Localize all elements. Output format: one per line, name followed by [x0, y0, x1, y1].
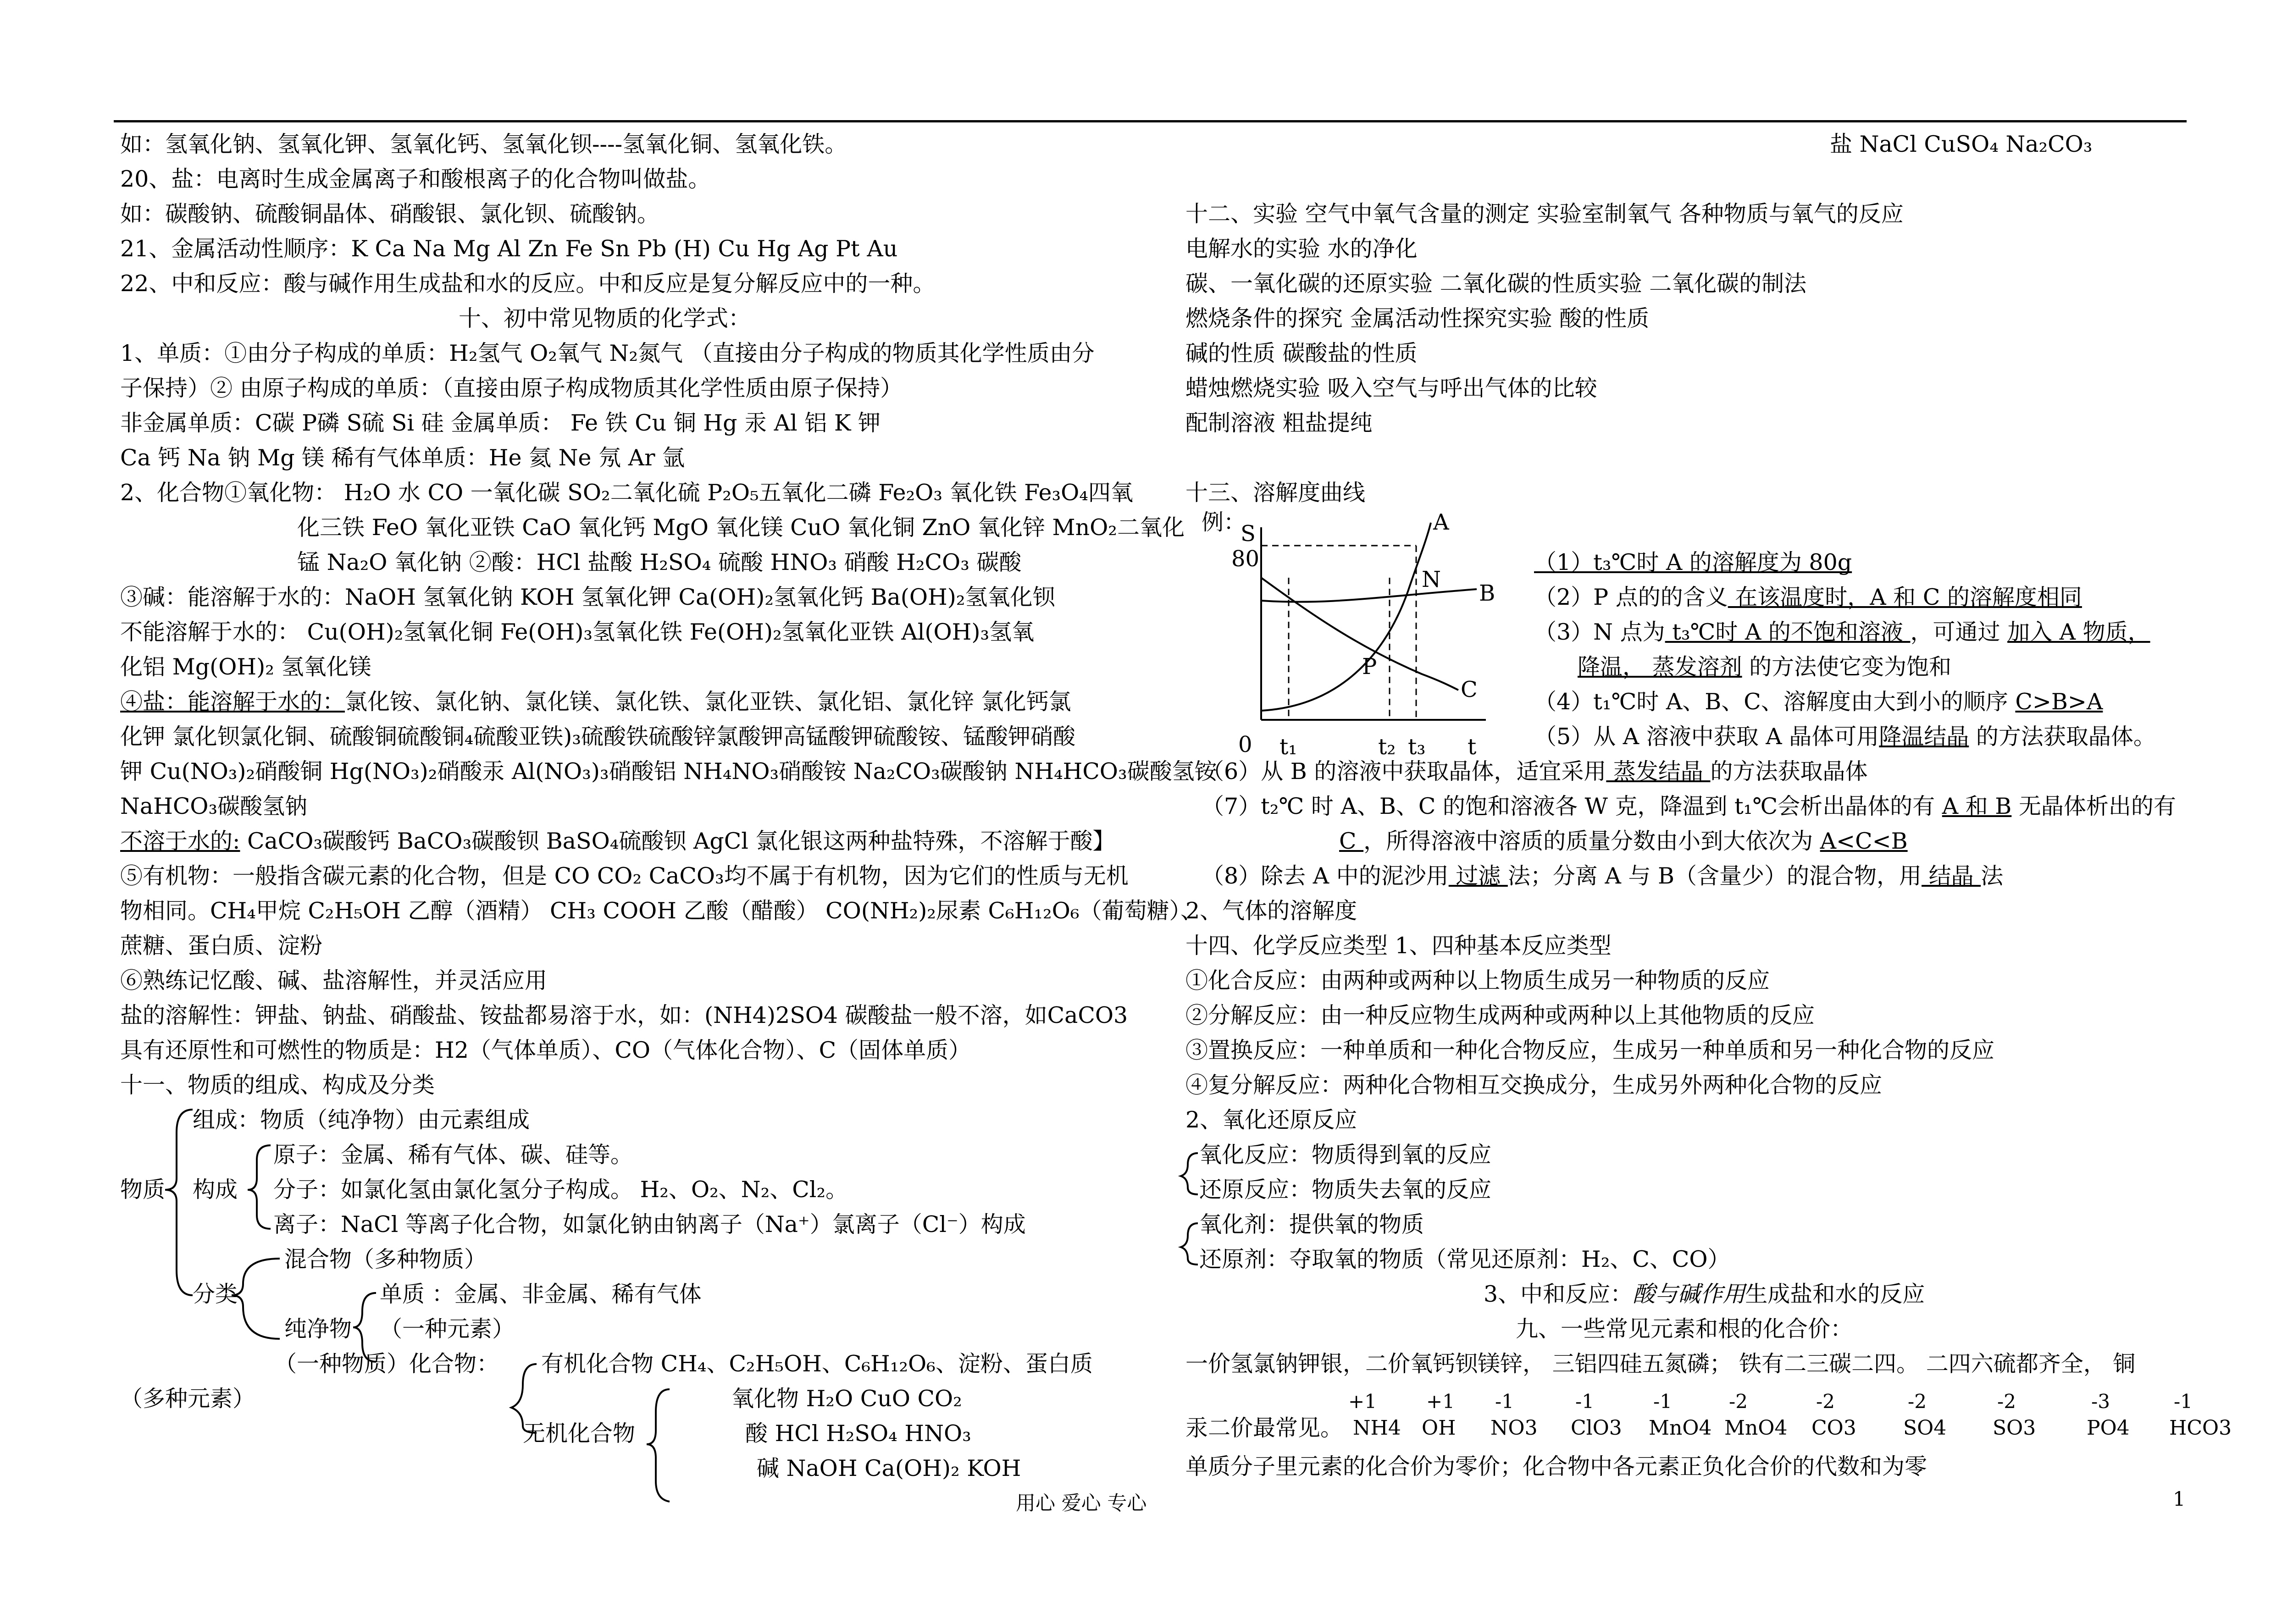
- answer-text: 降温结晶: [1879, 724, 1969, 750]
- question-text: 无晶体析出的有: [2011, 793, 2176, 819]
- text-line: 碳、一氧化碳的还原实验 二氧化碳的性质实验 二氧化碳的制法: [1185, 271, 1807, 297]
- section-title: 九、一些常见元素和根的化合价：: [1516, 1316, 1853, 1342]
- question-text: （4）t₁℃时 A、B、C、溶解度由大到小的顺序: [1534, 689, 2016, 715]
- text-line: 氧化反应：物质得到氧的反应: [1199, 1142, 1492, 1168]
- tree-node: 单质 ：金属、非金属、稀有气体: [380, 1281, 702, 1307]
- valence-ion: MnO4: [1649, 1416, 1712, 1440]
- valence-ion: HCO3: [2169, 1416, 2232, 1440]
- valence-sign: +1: [1426, 1390, 1455, 1413]
- text-line: 化钾 氯化钡氯化铜、硫酸铜硫酸铜₄硫酸亚铁)₃硫酸铁硫酸锌氯酸钾高锰酸钾硫酸铵、锰酸钾硝酸: [120, 724, 1075, 750]
- section-title: 十四、化学反应类型 1、四种基本反应类型: [1185, 933, 1612, 959]
- text-line: 十二、实验 空气中氧气含量的测定 实验室制氧气 各种物质与氧气的反应: [1185, 201, 1904, 227]
- answer-text: C>B>A: [2015, 689, 2103, 715]
- answer-text: A 和 B: [1942, 793, 2012, 819]
- origin-label: 0: [1238, 732, 1252, 757]
- question-text: 法: [1981, 863, 2004, 889]
- question-text: （3）N 点为: [1534, 619, 1665, 645]
- text-line: NaHCO₃碳酸氢钠: [120, 793, 308, 819]
- tree-node: 分子：如氯化氢由氯化氢分子构成。 H₂、O₂、N₂、Cl₂。: [273, 1177, 848, 1203]
- tree-node: 无机化合物: [523, 1420, 636, 1447]
- answer-text: C: [1339, 828, 1364, 854]
- answer-text: 加入 A 物质，: [2007, 619, 2150, 645]
- text-line: 2、氧化还原反应: [1185, 1107, 1357, 1133]
- curve-label-c: C: [1461, 677, 1478, 702]
- answer-text: 蒸发结晶: [1606, 758, 1711, 784]
- text-line: 化铝 Mg(OH)₂ 氢氧化镁: [120, 654, 371, 680]
- text-line: ①化合反应：由两种或两种以上物质生成另一种物质的反应: [1185, 967, 1770, 994]
- text-line: 配制溶液 粗盐提纯: [1185, 410, 1373, 436]
- text-line: 还原反应：物质失去氧的反应: [1199, 1177, 1492, 1203]
- text-line: 21、金属活动性顺序：K Ca Na Mg Al Zn Fe Sn Pb (H) Cu Hg Ag Pt Au: [120, 236, 898, 262]
- point-label-n: N: [1422, 567, 1441, 592]
- valence-ion: SO4: [1903, 1416, 1947, 1440]
- tree-node: 分类: [193, 1281, 238, 1307]
- valence-sign: +1: [1348, 1390, 1377, 1413]
- text-line: 氧化剂：提供氧的物质: [1199, 1211, 1424, 1237]
- answer-text: A<C<B: [1820, 828, 1908, 854]
- tree-node: （多种元素）: [120, 1386, 255, 1412]
- valence-sign: -3: [2091, 1390, 2110, 1413]
- tree-node: 酸 HCl H₂SO₄ HNO₃: [745, 1420, 971, 1447]
- valence-ion: CO3: [1811, 1416, 1856, 1440]
- text-line: 一价氢氯钠钾银，二价氧钙钡镁锌， 三铝四硅五氮磷； 铁有二三碳二四。 二四六硫都齐全， 铜: [1185, 1351, 2136, 1377]
- valence-ion: OH: [1422, 1416, 1456, 1440]
- valence-ion: ClO3: [1571, 1416, 1622, 1440]
- text-line: 不能溶解于水的： Cu(OH)₂氢氧化铜 Fe(OH)₃氢氧化铁 Fe(OH)₂氢氧化亚铁 Al(OH)₃氢氧: [120, 619, 1035, 645]
- question-text: 的方法获取晶体。: [1969, 724, 2156, 750]
- valence-ion: MnO4: [1724, 1416, 1788, 1440]
- text-line: 物相同。CH₄甲烷 C₂H₅OH 乙醇（酒精） CH₃ COOH 乙酸（醋酸） CO(NH₂)₂尿素 C₆H₁₂O₆（葡萄糖）、: [120, 898, 1203, 924]
- tree-node: （一种元素）: [380, 1316, 515, 1342]
- valence-sign: -2: [1908, 1390, 1927, 1413]
- text-line: 盐的溶解性：钾盐、钠盐、硝酸盐、铵盐都易溶于水，如：(NH4)2SO4 碳酸盐一般不溶，如CaCO3: [120, 1002, 1128, 1028]
- underlined-text: ④盐：能溶解于水的：: [120, 689, 345, 715]
- text-line: 2、化合物①氧化物： H₂O 水 CO 一氧化碳 SO₂二氧化硫 P₂O₅五氧化二磷 Fe₂O₃ 氧化铁 Fe₃O₄四氧: [120, 480, 1133, 506]
- underlined-text: 不溶于水的:: [120, 828, 240, 854]
- valence-sign: -1: [1575, 1390, 1594, 1413]
- text-line: 汞二价最常见。: [1185, 1415, 1343, 1441]
- text-line: 20、盐：电离时生成金属离子和酸根离子的化合物叫做盐。: [120, 166, 711, 192]
- curve-label-a: A: [1433, 509, 1449, 535]
- tick-label-t2: t₂: [1378, 734, 1396, 760]
- valence-sign: -2: [1997, 1390, 2016, 1413]
- question-text: （6）从 B 的溶液中获取晶体，适宜采用: [1202, 758, 1606, 784]
- question-text: ，可通过: [1910, 619, 2008, 645]
- tree-node: 原子：金属、稀有气体、碳、硅等。: [273, 1142, 633, 1168]
- text-line: [1484, 1281, 1925, 1308]
- text-line: 单质分子里元素的化合价为零价；化合物中各元素正负化合价的代数和为零: [1185, 1453, 1927, 1480]
- question-text: 的方法使它变为饱和: [1742, 654, 1952, 680]
- answer-text: 结晶: [1922, 863, 1981, 889]
- curve-label-b: B: [1479, 580, 1495, 606]
- section-title: 十三、溶解度曲线: [1185, 480, 1366, 506]
- text-line: ③置换反应：一种单质和一种化合物反应，生成另一种单质和另一种化合物的反应: [1185, 1037, 1995, 1063]
- tree-node: （一种物质）化合物：: [274, 1351, 499, 1377]
- text-line: 钾 Cu(NO₃)₂硝酸铜 Hg(NO₃)₂硝酸汞 Al(NO₃)₃硝酸铝 NH₄NO₃硝酸铵 Na₂CO₃碳酸钠 NH₄HCO₃碳酸氢铵: [120, 758, 1217, 784]
- footer-center: 用心 爱心 专心: [1016, 1492, 1147, 1515]
- question-text: 的方法获取晶体: [1710, 758, 1868, 784]
- text-span: 氯化铵、氯化钠、氯化镁、氯化铁、氯化亚铁、氯化铝、氯化锌 氯化钙氯: [345, 689, 1071, 715]
- text-line: 盐 NaCl CuSO₄ Na₂CO₃: [1830, 131, 2093, 157]
- valence-sign: -2: [1729, 1390, 1748, 1413]
- brace-redox-1: [1181, 1153, 1198, 1194]
- text-span: CaCO₃碳酸钙 BaCO₃碳酸钡 BaSO₄硫酸钡 AgCl 氯化银这两种盐特殊，不溶解于酸】: [240, 828, 1115, 854]
- tree-node: 物质: [120, 1177, 166, 1203]
- valence-sign: -1: [1653, 1390, 1672, 1413]
- text-line: 碱的性质 碳酸盐的性质: [1185, 340, 1418, 366]
- tree-node: 纯净物: [284, 1316, 352, 1342]
- page-number: 1: [2173, 1488, 2186, 1511]
- text-line: 22、中和反应：酸与碱作用生成盐和水的反应。中和反应是复分解反应中的一种。: [120, 271, 936, 297]
- question-text: ，所得溶液中溶质的质量分数由小到大依次为: [1363, 828, 1820, 854]
- text-line: 2、气体的溶解度: [1185, 898, 1357, 924]
- text-span: 3、中和反应：: [1484, 1281, 1633, 1307]
- tree-node: 组成：物质（纯净物）由元素组成: [193, 1107, 530, 1133]
- valence-sign: -2: [1816, 1390, 1835, 1413]
- question-text: （8）除去 A 中的泥沙用: [1202, 863, 1449, 889]
- question-text: （7）t₂℃ 时 A、B、C 的饱和溶液各 W 克，降温到 t₁℃会析出晶体的有: [1202, 793, 1942, 819]
- brace-redox-2: [1181, 1223, 1198, 1265]
- text-line: 蔗糖、蛋白质、淀粉: [120, 933, 323, 959]
- text-line: 锰 Na₂O 氧化钠 ②酸：HCl 盐酸 H₂SO₄ 硫酸 HNO₃ 硝酸 H₂CO₃ 碳酸: [297, 549, 1022, 575]
- text-line: 1、单质：①由分子构成的单质：H₂氢气 O₂氧气 N₂氮气 （直接由分子构成的物质其化学性质由分: [120, 340, 1095, 366]
- chart-label-example: 例：: [1202, 509, 1246, 535]
- text-span: 酸与碱作用: [1633, 1281, 1745, 1307]
- text-line: 燃烧条件的探究 金属活动性探究实验 酸的性质: [1185, 305, 1650, 331]
- text-line: 化三铁 FeO 氧化亚铁 CaO 氧化钙 MgO 氧化镁 CuO 氧化铜 ZnO 氧化锌 MnO₂二氧化: [297, 514, 1185, 541]
- valence-ion: SO3: [1993, 1416, 2036, 1440]
- text-line: 还原剂：夺取氧的物质（常见还原剂：H₂、C、CO）: [1199, 1246, 1730, 1272]
- point-label-p: P: [1362, 654, 1377, 679]
- question-text: （5）从 A 溶液中获取 A 晶体可用: [1534, 724, 1879, 750]
- text-line: ④复分解反应：两种化合物相互交换成分，生成另外两种化合物的反应: [1185, 1072, 1883, 1098]
- section-title: 十一、物质的组成、构成及分类: [120, 1072, 435, 1098]
- question-text: 法；分离 A 与 B（含量少）的混合物，用: [1507, 863, 1922, 889]
- tree-node: 氧化物 H₂O CuO CO₂: [731, 1386, 962, 1412]
- text-line: ③碱：能溶解于水的：NaOH 氢氧化钠 KOH 氢氧化钾 Ca(OH)₂氢氧化钙 Ba(OH)₂氢氧化钡: [120, 584, 1055, 610]
- axis-label-s: S: [1241, 521, 1256, 547]
- answer-text: 降温， 蒸发溶剂: [1578, 654, 1742, 680]
- tick-label-t1: t₁: [1279, 734, 1297, 760]
- tree-node: 离子：NaCl 等离子化合物，如氯化钠由钠离子（Na⁺）氯离子（Cl⁻）构成: [273, 1211, 1026, 1237]
- valence-ion: NH4: [1353, 1416, 1401, 1440]
- tick-label-80: 80: [1231, 546, 1260, 572]
- text-line: 子保持）② 由原子构成的单质：（直接由原子构成物质其化学性质由原子保持）: [120, 375, 903, 401]
- text-line: 如：氢氧化钠、氢氧化钾、氢氧化钙、氢氧化钡----氢氧化铜、氢氧化铁。: [120, 131, 847, 157]
- valence-ion: PO4: [2087, 1416, 2130, 1440]
- text-span: 生成盐和水的反应: [1745, 1281, 1925, 1307]
- question-text: （1）t₃℃时 A 的溶解度为 80g: [1534, 549, 1852, 575]
- tree-node: 构成: [193, 1177, 238, 1203]
- section-title: 十、初中常见物质的化学式：: [459, 305, 751, 331]
- tree-node: 碱 NaOH Ca(OH)₂ KOH: [757, 1455, 1021, 1481]
- valence-sign: -1: [2174, 1390, 2193, 1413]
- answer-text: t₃℃时 A 的不饱和溶液: [1665, 619, 1911, 645]
- valence-sign: -1: [1495, 1390, 1514, 1413]
- text-line: 非金属单质：C碳 P磷 S硫 Si 硅 金属单质： Fe 铁 Cu 铜 Hg 汞 Al 铝 K 钾: [120, 410, 881, 436]
- axis-label-t: t: [1468, 734, 1477, 760]
- answer-text: 在该温度时，A 和 C 的溶解度相同: [1728, 584, 2082, 610]
- text-line: 如：碳酸钠、硫酸铜晶体、硝酸银、氯化钡、硫酸钠。: [120, 201, 660, 227]
- text-line: 蜡烛燃烧实验 吸入空气与呼出气体的比较: [1185, 375, 1597, 401]
- text-line: 具有还原性和可燃性的物质是：H2（气体单质）、CO（气体化合物）、C（固体单质）: [120, 1037, 971, 1063]
- text-line: Ca 钙 Na 钠 Mg 镁 稀有气体单质：He 氦 Ne 氖 Ar 氩: [120, 445, 685, 471]
- tree-node: 混合物（多种物质）: [284, 1246, 487, 1272]
- text-line: ⑥熟练记忆酸、碱、盐溶解性，并灵活应用: [120, 967, 548, 994]
- text-line: ⑤有机物：一般指含碳元素的化合物，但是 CO CO₂ CaCO₃均不属于有机物，因为它们的性质与无机: [120, 863, 1129, 889]
- valence-ion: NO3: [1490, 1416, 1538, 1440]
- question-text: （2）P 点的的含义: [1534, 584, 1728, 610]
- text-line: ②分解反应：由一种反应物生成两种或两种以上其他物质的反应: [1185, 1002, 1815, 1028]
- tick-label-t3: t₃: [1408, 734, 1426, 760]
- answer-text: 过滤: [1448, 863, 1508, 889]
- tree-node: 有机化合物 CH₄、C₂H₅OH、C₆H₁₂O₆、淀粉、蛋白质: [541, 1351, 1093, 1377]
- text-line: 电解水的实验 水的净化: [1185, 236, 1418, 262]
